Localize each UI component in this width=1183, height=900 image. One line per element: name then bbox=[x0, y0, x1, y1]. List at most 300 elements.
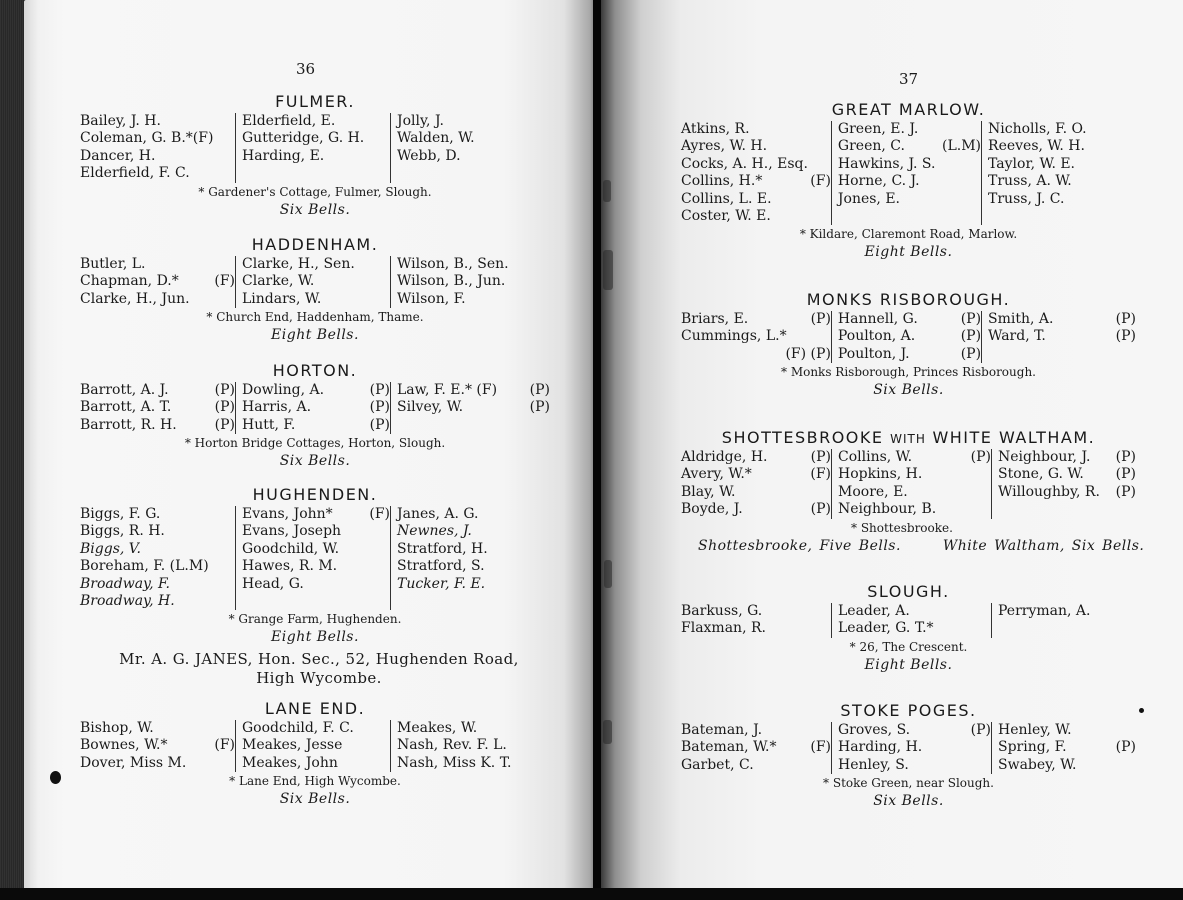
ringer-name: Moore, E. bbox=[838, 483, 908, 500]
left-page bbox=[24, 0, 597, 890]
ringer-name: Bateman, W.* bbox=[681, 739, 777, 756]
list-item bbox=[681, 346, 831, 363]
list-item bbox=[838, 484, 991, 501]
qualification-tag: (P) bbox=[369, 399, 390, 416]
list-item bbox=[397, 558, 550, 575]
ringer-name: Wilson, B., Jun. bbox=[397, 273, 506, 290]
list-item bbox=[838, 121, 981, 138]
bells-note: Six Bells. bbox=[279, 201, 351, 218]
ringer-name: Leader, G. T.* bbox=[838, 620, 934, 637]
ringer-name: Dancer, H. bbox=[80, 147, 156, 164]
ringer-name: Clarke, H., Jun. bbox=[80, 290, 190, 307]
ringer-name: Gutteridge, G. H. bbox=[242, 130, 365, 147]
list-item bbox=[397, 148, 550, 165]
name-column bbox=[80, 720, 235, 772]
list-item bbox=[988, 138, 1136, 155]
ringer-name: Collins, W. bbox=[838, 449, 913, 465]
qualification-tag: (F) bbox=[214, 737, 235, 754]
ringer-name: Neighbour, J. bbox=[998, 449, 1091, 465]
list-item bbox=[838, 328, 981, 345]
ringer-name: Hannell, G. bbox=[837, 311, 918, 327]
list-item bbox=[998, 757, 1136, 774]
list-item bbox=[681, 208, 831, 225]
list-item bbox=[988, 121, 1136, 138]
page-number: 36 bbox=[296, 60, 316, 78]
list-item bbox=[681, 138, 831, 155]
qualification-tag: (P) bbox=[529, 399, 550, 416]
list-item bbox=[80, 541, 235, 558]
list-item bbox=[838, 191, 981, 208]
list-item bbox=[397, 130, 550, 147]
name-columns bbox=[80, 256, 550, 308]
qualification-tag: (P) bbox=[960, 311, 982, 327]
ringer-name: Hawes, R. M. bbox=[242, 558, 338, 575]
list-item bbox=[681, 484, 831, 501]
ringer-name: Goodchild, W. bbox=[242, 540, 340, 557]
ringer-name: Coleman, G. B.*(F) bbox=[80, 130, 214, 147]
list-item bbox=[242, 523, 390, 540]
ringer-name: Broadway, F. bbox=[80, 575, 170, 592]
ringer-name: Perryman, A. bbox=[998, 603, 1091, 619]
name-column bbox=[681, 722, 831, 774]
ringer-name: Garbet, C. bbox=[681, 756, 754, 773]
address-note: * Horton Bridge Cottages, Horton, Slough. bbox=[184, 436, 446, 451]
ringer-name: Neighbour, B. bbox=[838, 501, 937, 518]
list-item bbox=[838, 739, 991, 756]
ringer-name: Bateman, J. bbox=[681, 722, 763, 738]
name-column bbox=[235, 382, 390, 434]
ringer-name: Groves, S. bbox=[838, 722, 911, 738]
list-item bbox=[80, 130, 235, 147]
list-item bbox=[681, 156, 831, 173]
page-blemish bbox=[603, 250, 613, 290]
ringer-name: Green, E. J. bbox=[837, 121, 919, 137]
ringer-name: Evans, John* bbox=[242, 506, 333, 522]
list-item bbox=[988, 156, 1136, 173]
right-page bbox=[601, 0, 1183, 890]
name-columns bbox=[681, 722, 1136, 774]
ringer-name: Lindars, W. bbox=[242, 290, 322, 307]
ringer-name: Stone, G. W. bbox=[998, 466, 1084, 483]
qualification-tag: (F) bbox=[810, 466, 831, 483]
section-title bbox=[681, 428, 1136, 447]
ringer-name: Harding, E. bbox=[242, 147, 325, 164]
name-columns bbox=[80, 382, 550, 434]
ringer-name: Poulton, J. bbox=[837, 345, 910, 362]
ringer-name: Aldridge, H. bbox=[681, 449, 768, 465]
ringer-name: Henley, W. bbox=[998, 722, 1072, 738]
ringer-name: Goodchild, F. C. bbox=[242, 720, 354, 736]
section-haddenham bbox=[80, 235, 550, 343]
list-item bbox=[838, 138, 981, 155]
list-item bbox=[681, 121, 831, 138]
page-blemish bbox=[603, 180, 611, 202]
ringer-name: Harding, H. bbox=[838, 739, 923, 756]
name-column bbox=[235, 720, 390, 772]
ringer-name: Barrott, A. T. bbox=[80, 399, 172, 416]
list-item bbox=[397, 256, 550, 273]
ringer-name: Avery, W.* bbox=[681, 466, 752, 483]
list-item bbox=[838, 501, 991, 518]
list-item bbox=[80, 382, 235, 399]
name-columns bbox=[681, 449, 1136, 519]
list-item bbox=[242, 113, 390, 130]
ringer-name: Silvey, W. bbox=[397, 399, 464, 416]
ringer-name: Law, F. E.* (F) bbox=[397, 382, 498, 398]
list-item bbox=[681, 722, 831, 739]
section-horton bbox=[80, 361, 550, 469]
qualification-tag: (P) bbox=[1115, 449, 1136, 465]
ringer-name: Butler, L. bbox=[80, 256, 146, 272]
list-item bbox=[242, 382, 390, 399]
section-title: HUGHENDEN. bbox=[252, 485, 378, 504]
ringer-name: Meakes, Jesse bbox=[242, 737, 343, 754]
section-title: GREAT MARLOW. bbox=[831, 100, 986, 119]
list-item bbox=[242, 148, 390, 165]
name-column bbox=[991, 603, 1136, 638]
qualification-tag: (P) bbox=[369, 382, 390, 398]
bells-note: Six Bells. bbox=[873, 382, 944, 399]
bottom-edge bbox=[0, 888, 1183, 900]
list-item bbox=[397, 720, 550, 737]
list-item bbox=[397, 399, 550, 416]
ringer-name: Webb, D. bbox=[397, 147, 461, 164]
ringer-name: Cummings, L.* bbox=[681, 328, 787, 345]
ink-blot bbox=[50, 771, 61, 784]
ringer-name: Taylor, W. E. bbox=[988, 155, 1076, 172]
qualification-tag: (P) bbox=[369, 416, 390, 433]
name-columns bbox=[80, 113, 550, 183]
list-item bbox=[838, 156, 981, 173]
qualification-tag: (L.M) bbox=[942, 138, 982, 155]
list-item bbox=[988, 311, 1136, 328]
bells-shottesbrooke: Shottesbrooke, Five Bells. bbox=[698, 537, 901, 554]
ringer-name: Chapman, D.* bbox=[80, 273, 179, 290]
ringer-name: Clarke, W. bbox=[242, 273, 315, 290]
ringer-name: Collins, L. E. bbox=[681, 190, 772, 207]
section-shottesbrooke bbox=[681, 428, 1145, 554]
list-item bbox=[838, 620, 991, 637]
section-lane-end bbox=[80, 699, 550, 807]
list-item bbox=[838, 466, 991, 483]
address-note: * Stoke Green, near Slough. bbox=[823, 776, 994, 791]
name-column bbox=[831, 121, 981, 225]
ringer-name: Atkins, R. bbox=[681, 121, 750, 137]
name-column bbox=[991, 722, 1136, 774]
section-fulmer bbox=[80, 92, 550, 218]
list-item bbox=[80, 113, 235, 130]
ringer-name: Clarke, H., Sen. bbox=[242, 256, 355, 272]
list-item bbox=[242, 720, 390, 737]
list-item bbox=[838, 757, 991, 774]
list-item bbox=[681, 449, 831, 466]
name-columns bbox=[80, 506, 550, 610]
page-blemish bbox=[604, 560, 612, 588]
ringer-name: Flaxman, R. bbox=[681, 620, 766, 637]
list-item bbox=[838, 449, 991, 466]
ringer-name: Walden, W. bbox=[397, 130, 475, 147]
list-item bbox=[80, 273, 235, 290]
list-item bbox=[80, 755, 235, 772]
ringer-name: Biggs, F. G. bbox=[80, 506, 161, 522]
list-item bbox=[242, 506, 390, 523]
list-item bbox=[681, 501, 831, 518]
list-item bbox=[242, 576, 390, 593]
section-title: SLOUGH. bbox=[867, 582, 950, 601]
qualification-tag: (P) bbox=[214, 416, 235, 433]
section-stoke-poges bbox=[681, 701, 1136, 809]
ringer-name: Barrott, R. H. bbox=[80, 416, 177, 433]
bells-white-waltham: White Waltham, Six Bells. bbox=[942, 537, 1145, 554]
list-item bbox=[242, 130, 390, 147]
ringer-name: Dowling, A. bbox=[242, 382, 325, 398]
list-item bbox=[80, 399, 235, 416]
ringer-name: Cocks, A. H., Esq. bbox=[681, 155, 808, 172]
address-note: * Kildare, Claremont Road, Marlow. bbox=[799, 227, 1018, 242]
bells-note: Eight Bells. bbox=[864, 656, 953, 673]
name-column bbox=[235, 506, 390, 610]
bells-note: Eight Bells. bbox=[864, 244, 953, 261]
bells-note: Six Bells. bbox=[279, 791, 351, 808]
ringer-name: Evans, Joseph bbox=[242, 523, 342, 540]
ringer-name: Stratford, S. bbox=[397, 558, 485, 575]
ink-dot bbox=[1139, 708, 1144, 713]
ringer-name: Head, G. bbox=[242, 575, 304, 592]
list-item bbox=[80, 576, 235, 593]
section-title: LANE END. bbox=[264, 699, 366, 718]
qualification-tag: (P) bbox=[1115, 328, 1136, 345]
list-item bbox=[397, 382, 550, 399]
qualification-tag: (P) bbox=[1115, 483, 1136, 500]
ringer-name: Truss, J. C. bbox=[988, 190, 1065, 207]
ringer-name: Barkuss, G. bbox=[681, 603, 763, 619]
qualification-tag: (F) bbox=[810, 173, 831, 190]
list-item bbox=[242, 541, 390, 558]
name-column bbox=[991, 449, 1136, 519]
ringer-name: Broadway, H. bbox=[80, 593, 175, 610]
section-title: MONKS RISBOROUGH. bbox=[806, 290, 1011, 309]
list-item bbox=[838, 346, 981, 363]
ringer-name: Biggs, R. H. bbox=[80, 523, 165, 540]
list-item bbox=[397, 291, 550, 308]
bells-note: Six Bells. bbox=[279, 453, 351, 470]
ringer-name: Poulton, A. bbox=[837, 328, 916, 345]
qualification-tag: (P) bbox=[970, 722, 991, 738]
ringer-name: Nicholls, F. O. bbox=[988, 121, 1087, 137]
secretary-note bbox=[84, 650, 554, 688]
qualification-tag: (P) bbox=[960, 345, 982, 362]
list-item bbox=[80, 506, 235, 523]
address-note: * 26, The Crescent. bbox=[849, 639, 968, 654]
title-rest: WHITE WALTHAM. bbox=[932, 428, 1096, 447]
section-title: FULMER. bbox=[275, 92, 355, 111]
ringer-name: Meakes, John bbox=[242, 754, 338, 771]
ringer-name: Swabey, W. bbox=[998, 756, 1077, 773]
name-column bbox=[390, 506, 550, 610]
name-column bbox=[390, 113, 550, 183]
bells-note: Eight Bells. bbox=[271, 327, 359, 344]
address-note: * Gardener's Cottage, Fulmer, Slough. bbox=[198, 184, 432, 199]
name-column bbox=[831, 449, 991, 519]
list-item bbox=[681, 466, 831, 483]
list-item bbox=[998, 739, 1136, 756]
list-item bbox=[838, 603, 991, 620]
name-column bbox=[831, 603, 991, 638]
ringer-name: Newnes, J. bbox=[397, 523, 472, 540]
list-item bbox=[242, 256, 390, 273]
list-item bbox=[397, 737, 550, 754]
section-hughenden bbox=[80, 485, 550, 645]
ringer-name: Truss, A. W. bbox=[988, 173, 1072, 190]
qualification-tag: (P) bbox=[970, 449, 991, 465]
secretary-note-line-2: High Wycombe. bbox=[256, 669, 382, 687]
list-item bbox=[998, 603, 1136, 620]
name-column bbox=[235, 113, 390, 183]
list-item bbox=[80, 165, 235, 182]
list-item bbox=[80, 720, 235, 737]
list-item bbox=[681, 603, 831, 620]
qualification-tag: (P) bbox=[810, 449, 831, 465]
qualification-tag: (P) bbox=[529, 382, 550, 398]
ringer-name: Hopkins, H. bbox=[838, 466, 923, 483]
list-item bbox=[998, 484, 1136, 501]
ringer-name: Elderfield, E. bbox=[242, 113, 336, 129]
address-note: * Shottesbrooke. bbox=[851, 520, 953, 535]
ringer-name: Stratford, H. bbox=[397, 540, 488, 557]
ringer-name: Boreham, F. (L.M) bbox=[80, 558, 209, 575]
list-item bbox=[681, 173, 831, 190]
ringer-name: Spring, F. bbox=[998, 739, 1067, 756]
ringer-name: Nash, Miss K. T. bbox=[397, 754, 512, 771]
bells-note: Eight Bells. bbox=[271, 629, 359, 646]
list-item bbox=[681, 739, 831, 756]
ringer-name: Hawkins, J. S. bbox=[837, 155, 936, 172]
bells-note bbox=[698, 537, 1145, 554]
name-column bbox=[390, 382, 550, 434]
qualification-tag: (F) bbox=[810, 739, 831, 756]
name-column bbox=[80, 256, 235, 308]
name-column bbox=[981, 311, 1136, 363]
name-column bbox=[80, 382, 235, 434]
ringer-name: Collins, H.* bbox=[681, 173, 763, 190]
ringer-name: Meakes, W. bbox=[397, 720, 478, 736]
section-title: STOKE POGES. bbox=[840, 701, 977, 720]
list-item bbox=[397, 506, 550, 523]
list-item bbox=[242, 558, 390, 575]
ringer-name: Green, C. bbox=[837, 138, 905, 155]
list-item bbox=[80, 523, 235, 540]
ringer-name: Horne, C. J. bbox=[837, 173, 920, 190]
ringer-name: Dover, Miss M. bbox=[80, 754, 187, 771]
ringer-name: Nash, Rev. F. L. bbox=[397, 737, 507, 754]
name-column bbox=[981, 121, 1136, 225]
list-item bbox=[988, 328, 1136, 345]
list-item bbox=[80, 417, 235, 434]
list-item bbox=[681, 757, 831, 774]
ringer-name: Bownes, W.* bbox=[80, 737, 168, 754]
list-item bbox=[80, 256, 235, 273]
ringer-name: Henley, S. bbox=[838, 756, 909, 773]
list-item bbox=[80, 558, 235, 575]
ringer-name: Boyde, J. bbox=[681, 501, 743, 518]
list-item bbox=[988, 191, 1136, 208]
list-item bbox=[681, 328, 831, 345]
name-column bbox=[681, 311, 831, 363]
list-item bbox=[80, 737, 235, 754]
ringer-name: Jolly, J. bbox=[397, 113, 444, 129]
ringer-name: Leader, A. bbox=[838, 603, 910, 619]
address-note: * Lane End, High Wycombe. bbox=[229, 774, 401, 789]
list-item bbox=[397, 755, 550, 772]
list-item bbox=[397, 273, 550, 290]
ringer-name: Ayres, W. H. bbox=[681, 138, 768, 155]
qualification-tag: (P) bbox=[214, 399, 235, 416]
list-item bbox=[681, 620, 831, 637]
name-column bbox=[681, 449, 831, 519]
qualification-tag: (P) bbox=[1115, 466, 1136, 483]
ringer-name: Reeves, W. H. bbox=[988, 138, 1085, 155]
list-item bbox=[998, 722, 1136, 739]
ringer-name: Wilson, F. bbox=[397, 290, 466, 307]
list-item bbox=[838, 173, 981, 190]
list-item bbox=[397, 576, 550, 593]
section-title: HADDENHAM. bbox=[251, 235, 379, 254]
section-slough bbox=[681, 582, 1136, 673]
name-columns bbox=[80, 720, 550, 772]
list-item bbox=[988, 173, 1136, 190]
qualification-tag: (F) bbox=[214, 273, 235, 290]
list-item bbox=[397, 113, 550, 130]
list-item bbox=[681, 311, 831, 328]
name-column bbox=[390, 256, 550, 308]
list-item bbox=[80, 148, 235, 165]
name-column bbox=[80, 113, 235, 183]
name-column bbox=[831, 722, 991, 774]
list-item bbox=[242, 273, 390, 290]
bells-note: Six Bells. bbox=[873, 793, 944, 810]
ringer-name: Smith, A. bbox=[988, 311, 1054, 327]
list-item bbox=[838, 311, 981, 328]
list-item bbox=[998, 466, 1136, 483]
list-item bbox=[80, 291, 235, 308]
list-item bbox=[242, 755, 390, 772]
ringer-name: Biggs, V. bbox=[80, 540, 141, 557]
ringer-name: Blay, W. bbox=[681, 483, 736, 500]
page-number: 37 bbox=[899, 70, 919, 88]
book-edge bbox=[0, 0, 24, 900]
address-note: * Grange Farm, Hughenden. bbox=[228, 612, 402, 627]
ringer-name: Harris, A. bbox=[242, 399, 312, 416]
ringer-name: Bishop, W. bbox=[80, 720, 154, 736]
page-blemish bbox=[603, 720, 612, 744]
list-item bbox=[242, 291, 390, 308]
list-item bbox=[397, 541, 550, 558]
list-item bbox=[998, 449, 1136, 466]
qualification-tag: (F) (P) bbox=[785, 345, 831, 362]
section-monks-risborough bbox=[681, 290, 1136, 398]
list-item bbox=[681, 191, 831, 208]
name-column bbox=[681, 603, 831, 638]
secretary-note-line-1: Mr. A. G. JANES, Hon. Sec., 52, Hughenden Road, bbox=[119, 650, 519, 668]
name-column bbox=[390, 720, 550, 772]
ringer-name: Hutt, F. bbox=[242, 416, 296, 433]
list-item bbox=[242, 737, 390, 754]
qualification-tag: (F) bbox=[369, 506, 390, 522]
qualification-tag: (P) bbox=[960, 328, 982, 345]
title-with: WITH bbox=[890, 432, 926, 446]
name-columns bbox=[681, 603, 1136, 638]
section-great-marlow bbox=[681, 100, 1136, 260]
